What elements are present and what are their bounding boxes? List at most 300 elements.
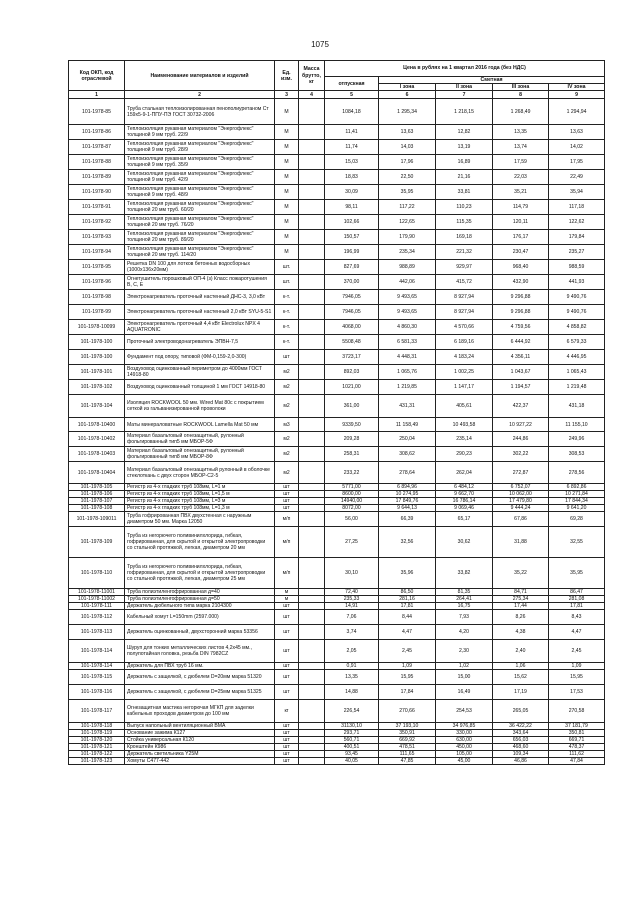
mass-cell xyxy=(299,723,325,730)
code-cell: 101-1978-87 xyxy=(69,140,125,155)
table-row xyxy=(69,625,605,640)
zone-4-price-cell: 22,49 xyxy=(549,170,605,185)
name-cell: Основание зажима К127 xyxy=(125,730,275,737)
zone-1-price-cell: 10 274,95 xyxy=(379,491,436,498)
zone-2-price-cell: 33,81 xyxy=(436,185,493,200)
table-row xyxy=(69,350,605,365)
name-cell: Маты минераловатные ROCKWOOL Lamella Mat 50 мм xyxy=(125,418,275,432)
release-price-cell: 3723,17 xyxy=(325,350,379,365)
unit-cell: шт xyxy=(275,484,299,491)
mass-cell xyxy=(299,350,325,365)
unit-cell: М xyxy=(275,125,299,140)
zone-3-price-cell: 4 356,11 xyxy=(493,350,549,365)
table-row xyxy=(69,527,605,558)
zone-4-price-cell: 431,18 xyxy=(549,395,605,418)
zone-1-price-cell: 278,64 xyxy=(379,462,436,484)
unit-cell: шт xyxy=(275,505,299,512)
name-cell: Воздуховод оцинкованный толщиной 1 мм ГОСТ 14918-80 xyxy=(125,380,275,395)
release-price-cell: 7946,05 xyxy=(325,305,379,320)
name-cell: Регистр из 4-х гладких труб 108мм, L=1,3 м xyxy=(125,505,275,512)
zone-4-price-cell: 278,56 xyxy=(549,462,605,484)
unit-cell: м2 xyxy=(275,395,299,418)
zone-3-price-cell: 4,38 xyxy=(493,625,549,640)
zone-2-price-cell: 6 484,12 xyxy=(436,484,493,491)
zone-4-price-cell: 17,81 xyxy=(549,603,605,610)
name-cell: Огнезащитная мастика негорючая МГКП для заделки кабельных проходов диаметром до 100 мм xyxy=(125,700,275,723)
page-number: 1075 xyxy=(311,40,329,49)
zone-1-price-cell: 1 219,85 xyxy=(379,380,436,395)
release-price-cell: 150,57 xyxy=(325,230,379,245)
zone-2-price-cell: 16,75 xyxy=(436,603,493,610)
unit-cell: шт xyxy=(275,640,299,663)
code-cell: 101-1978-122 xyxy=(69,751,125,758)
zone-3-price-cell: 13,74 xyxy=(493,140,549,155)
code-cell: 101-1978-118 xyxy=(69,723,125,730)
header-price-group: Цена в рублях на 1 квартал 2016 года (без НДС) xyxy=(325,61,605,77)
code-cell: 101-1978-108 xyxy=(69,505,125,512)
name-cell: Держатель оцинкованный, двухсторонний марка 53356 xyxy=(125,625,275,640)
zone-3-price-cell: 35,21 xyxy=(493,185,549,200)
zone-3-price-cell: 109,34 xyxy=(493,751,549,758)
zone-1-price-cell: 1 065,76 xyxy=(379,365,436,380)
table-row xyxy=(69,663,605,670)
code-cell: 101-1978-110 xyxy=(69,558,125,589)
name-cell: Теплоизоляция рукавная материалом "Энергофлекс" толщиной 20 мм труб. 114/20 xyxy=(125,245,275,260)
unit-cell: шт xyxy=(275,670,299,685)
unit-cell: м3 xyxy=(275,418,299,432)
zone-3-price-cell: 1 043,67 xyxy=(493,365,549,380)
zone-4-price-cell: 988,59 xyxy=(549,260,605,275)
zone-1-price-cell: 8,44 xyxy=(379,610,436,625)
code-cell: 101-1978-101 xyxy=(69,365,125,380)
zone-4-price-cell: 249,96 xyxy=(549,432,605,447)
zone-1-price-cell: 86,50 xyxy=(379,589,436,596)
release-price-cell: 30,10 xyxy=(325,558,379,589)
code-cell: 101-1978-10404 xyxy=(69,462,125,484)
name-cell: Материал базальтовый огнезащитный, рулонный фольгированный тип5 мм МБОР-5Ф xyxy=(125,432,275,447)
zone-2-price-cell: 110,23 xyxy=(436,200,493,215)
zone-1-price-cell: 350,91 xyxy=(379,730,436,737)
zone-1-price-cell: 22,50 xyxy=(379,170,436,185)
unit-cell: шт xyxy=(275,603,299,610)
table-row xyxy=(69,512,605,527)
zone-3-price-cell: 22,03 xyxy=(493,170,549,185)
zone-1-price-cell: 4 860,30 xyxy=(379,320,436,335)
zone-2-price-cell: 405,61 xyxy=(436,395,493,418)
zone-4-price-cell: 17 844,34 xyxy=(549,498,605,505)
code-cell: 101-1978-95 xyxy=(69,260,125,275)
zone-3-price-cell: 656,03 xyxy=(493,737,549,744)
col-index: 9 xyxy=(549,91,605,99)
zone-4-price-cell: 86,47 xyxy=(549,589,605,596)
code-cell: 101-1978-113 xyxy=(69,625,125,640)
zone-4-price-cell: 281,08 xyxy=(549,596,605,603)
zone-4-price-cell: 4 446,95 xyxy=(549,350,605,365)
table-row xyxy=(69,589,605,596)
table-row xyxy=(69,670,605,685)
zone-3-price-cell: 67,86 xyxy=(493,512,549,527)
zone-4-price-cell: 117,18 xyxy=(549,200,605,215)
zone-2-price-cell: 9 069,46 xyxy=(436,505,493,512)
col-index: 1 xyxy=(69,91,125,99)
release-price-cell: 18,83 xyxy=(325,170,379,185)
zone-1-price-cell: 6 581,33 xyxy=(379,335,436,350)
table-row xyxy=(69,418,605,432)
unit-cell: шт xyxy=(275,498,299,505)
mass-cell xyxy=(299,395,325,418)
zone-2-price-cell: 262,04 xyxy=(436,462,493,484)
zone-2-price-cell: 16,49 xyxy=(436,685,493,700)
release-price-cell: 4068,00 xyxy=(325,320,379,335)
mass-cell xyxy=(299,275,325,290)
zone-2-price-cell: 4 183,24 xyxy=(436,350,493,365)
code-cell: 101-1978-106 xyxy=(69,491,125,498)
zone-1-price-cell: 4 448,31 xyxy=(379,350,436,365)
release-price-cell: 361,00 xyxy=(325,395,379,418)
zone-2-price-cell: 221,32 xyxy=(436,245,493,260)
zone-4-price-cell: 235,27 xyxy=(549,245,605,260)
zone-4-price-cell: 35,95 xyxy=(549,558,605,589)
release-price-cell: 370,00 xyxy=(325,275,379,290)
release-price-cell: 1084,18 xyxy=(325,99,379,125)
header-unit: Ед. изм. xyxy=(275,61,299,91)
zone-1-price-cell: 308,62 xyxy=(379,447,436,462)
release-price-cell: 8072,00 xyxy=(325,505,379,512)
unit-cell: к-т. xyxy=(275,305,299,320)
col-index: 7 xyxy=(436,91,493,99)
table-row xyxy=(69,290,605,305)
header-zone-3: III зона xyxy=(493,84,549,91)
release-price-cell: 9339,50 xyxy=(325,418,379,432)
zone-4-price-cell: 478,37 xyxy=(549,744,605,751)
zone-2-price-cell: 13,19 xyxy=(436,140,493,155)
mass-cell xyxy=(299,751,325,758)
release-price-cell: 15,03 xyxy=(325,155,379,170)
unit-cell: М xyxy=(275,200,299,215)
zone-3-price-cell: 468,60 xyxy=(493,744,549,751)
release-price-cell: 196,99 xyxy=(325,245,379,260)
name-cell: Труба стальная теплоизолированная пенополиуретаном Ст 159х5-9-1-ППУ-ПЭ ГОСТ 30732-2006 xyxy=(125,99,275,125)
zone-2-price-cell: 8 927,94 xyxy=(436,305,493,320)
code-cell: 101-1978-114 xyxy=(69,640,125,663)
table-row xyxy=(69,200,605,215)
mass-cell xyxy=(299,215,325,230)
release-price-cell: 30,09 xyxy=(325,185,379,200)
code-cell: 101-1978-123 xyxy=(69,758,125,765)
name-cell: Теплоизоляция рукавная материалом "Энергофлекс" толщиной 20 мм труб. 60/20 xyxy=(125,200,275,215)
zone-3-price-cell: 432,90 xyxy=(493,275,549,290)
zone-3-price-cell: 10 927,22 xyxy=(493,418,549,432)
release-price-cell: 209,28 xyxy=(325,432,379,447)
code-cell: 101-1978-10402 xyxy=(69,432,125,447)
code-cell: 101-1978-94 xyxy=(69,245,125,260)
table-row xyxy=(69,125,605,140)
table-row xyxy=(69,640,605,663)
release-price-cell: 14,91 xyxy=(325,603,379,610)
col-index: 5 xyxy=(325,91,379,99)
unit-cell: шт. xyxy=(275,260,299,275)
zone-3-price-cell: 6 444,92 xyxy=(493,335,549,350)
release-price-cell: 293,71 xyxy=(325,730,379,737)
table-row xyxy=(69,737,605,744)
unit-cell: шт xyxy=(275,610,299,625)
table-row xyxy=(69,685,605,700)
unit-cell: шт xyxy=(275,350,299,365)
zone-4-price-cell: 35,94 xyxy=(549,185,605,200)
zone-4-price-cell: 9 641,20 xyxy=(549,505,605,512)
name-cell: Изоляция ROCKWOOL 50 мм. Wired Mat 80с с покрытием сеткой из гальванизированной проволоки xyxy=(125,395,275,418)
zone-3-price-cell: 13,35 xyxy=(493,125,549,140)
release-price-cell: 400,51 xyxy=(325,744,379,751)
zone-2-price-cell: 1 147,17 xyxy=(436,380,493,395)
zone-4-price-cell: 1,09 xyxy=(549,663,605,670)
zone-1-price-cell: 47,85 xyxy=(379,758,436,765)
unit-cell: М xyxy=(275,230,299,245)
zone-4-price-cell: 270,58 xyxy=(549,700,605,723)
mass-cell xyxy=(299,447,325,462)
zone-1-price-cell: 111,65 xyxy=(379,751,436,758)
mass-cell xyxy=(299,589,325,596)
table-row xyxy=(69,245,605,260)
zone-2-price-cell: 45,00 xyxy=(436,758,493,765)
mass-cell xyxy=(299,99,325,125)
mass-cell xyxy=(299,744,325,751)
unit-cell: м2 xyxy=(275,380,299,395)
release-price-cell: 98,11 xyxy=(325,200,379,215)
zone-3-price-cell: 6 752,07 xyxy=(493,484,549,491)
name-cell: Держатель с защелкой, с дюбелем D=20мм марка 51320 xyxy=(125,670,275,685)
code-cell: 101-1978-99 xyxy=(69,305,125,320)
release-price-cell: 1021,00 xyxy=(325,380,379,395)
zone-2-price-cell: 1,02 xyxy=(436,663,493,670)
zone-3-price-cell: 17 479,80 xyxy=(493,498,549,505)
table-row xyxy=(69,730,605,737)
unit-cell: М xyxy=(275,245,299,260)
zone-2-price-cell: 330,00 xyxy=(436,730,493,737)
mass-cell xyxy=(299,320,325,335)
zone-2-price-cell: 30,62 xyxy=(436,527,493,558)
name-cell: Выпуск напольный вентиляционный ВМА xyxy=(125,723,275,730)
name-cell: Теплоизоляция рукавная материалом "Энергофлекс" толщиной 9 мм труб. 42/9 xyxy=(125,170,275,185)
code-cell: 101-1978-11001 xyxy=(69,589,125,596)
unit-cell: к-т. xyxy=(275,335,299,350)
name-cell: Труба гофрированная ПВХ двухстенная с наружным диаметром 50 мм. Марка 12050 xyxy=(125,512,275,527)
mass-cell xyxy=(299,462,325,484)
table-row xyxy=(69,723,605,730)
name-cell: Электронагреватель проточный настенный 2,0 кВт SYU-5-S1 xyxy=(125,305,275,320)
zone-2-price-cell: 290,23 xyxy=(436,447,493,462)
table-row xyxy=(69,751,605,758)
zone-4-price-cell: 4 858,82 xyxy=(549,320,605,335)
zone-3-price-cell: 244,86 xyxy=(493,432,549,447)
release-price-cell: 102,66 xyxy=(325,215,379,230)
mass-cell xyxy=(299,365,325,380)
table-row xyxy=(69,395,605,418)
zone-1-price-cell: 11 158,49 xyxy=(379,418,436,432)
zone-3-price-cell: 36 422,22 xyxy=(493,723,549,730)
name-cell: Решетка DN 100 для лотков бетонных водосборных (1000х136х20мм) xyxy=(125,260,275,275)
mass-cell xyxy=(299,155,325,170)
zone-3-price-cell: 46,86 xyxy=(493,758,549,765)
zone-2-price-cell: 169,18 xyxy=(436,230,493,245)
code-cell: 101-1978-100 xyxy=(69,335,125,350)
zone-3-price-cell: 120,11 xyxy=(493,215,549,230)
unit-cell: М xyxy=(275,170,299,185)
zone-2-price-cell: 7,93 xyxy=(436,610,493,625)
release-price-cell: 11,41 xyxy=(325,125,379,140)
code-cell: 101-1978-10403 xyxy=(69,447,125,462)
release-price-cell: 3,74 xyxy=(325,625,379,640)
mass-cell xyxy=(299,640,325,663)
release-price-cell: 8600,00 xyxy=(325,491,379,498)
zone-4-price-cell: 8,43 xyxy=(549,610,605,625)
zone-3-price-cell: 84,71 xyxy=(493,589,549,596)
zone-1-price-cell: 15,95 xyxy=(379,670,436,685)
unit-cell: м xyxy=(275,596,299,603)
name-cell: Теплоизоляция рукавная материалом "Энергофлекс" толщиной 20 мм труб. 76/20 xyxy=(125,215,275,230)
mass-cell xyxy=(299,603,325,610)
zone-1-price-cell: 66,39 xyxy=(379,512,436,527)
unit-cell: шт xyxy=(275,491,299,498)
zone-4-price-cell: 13,63 xyxy=(549,125,605,140)
name-cell: Стойка универсальная К120 xyxy=(125,737,275,744)
unit-cell: М xyxy=(275,215,299,230)
unit-cell: шт xyxy=(275,737,299,744)
header-zone-4: IV зона xyxy=(549,84,605,91)
zone-3-price-cell: 230,47 xyxy=(493,245,549,260)
table-row xyxy=(69,260,605,275)
zone-4-price-cell: 37 181,79 xyxy=(549,723,605,730)
name-cell: Труба из негорючего поливинилхлорида, гибкая, гофрированная, для скрытой и открытой электропроводки со стальной протяжкой, легкая, диаметром 25 мм xyxy=(125,558,275,589)
zone-4-price-cell: 11 155,10 xyxy=(549,418,605,432)
mass-cell xyxy=(299,170,325,185)
zone-2-price-cell: 16,89 xyxy=(436,155,493,170)
table-row xyxy=(69,365,605,380)
table-row xyxy=(69,140,605,155)
zone-4-price-cell: 1 065,43 xyxy=(549,365,605,380)
code-cell: 101-1978-120 xyxy=(69,737,125,744)
name-cell: Электронагреватель проточный 4,4 кВт Electrolux NPX 4 AQUATRONIC xyxy=(125,320,275,335)
code-cell: 101-1978-93 xyxy=(69,230,125,245)
release-price-cell: 7946,05 xyxy=(325,290,379,305)
name-cell: Теплоизоляция рукавная материалом "Энергофлекс" толщиной 9 мм труб. 28/9 xyxy=(125,140,275,155)
zone-1-price-cell: 17,96 xyxy=(379,155,436,170)
release-price-cell: 7,06 xyxy=(325,610,379,625)
zone-1-price-cell: 17 849,76 xyxy=(379,498,436,505)
release-price-cell: 235,33 xyxy=(325,596,379,603)
zone-4-price-cell: 179,84 xyxy=(549,230,605,245)
zone-3-price-cell: 9 444,24 xyxy=(493,505,549,512)
name-cell: Теплоизоляция рукавная материалом "Энергофлекс" толщиной 9 мм труб. 35/9 xyxy=(125,155,275,170)
col-index: 2 xyxy=(125,91,275,99)
name-cell: Держатель с защелкой, с дюбелем D=25мм марка 51325 xyxy=(125,685,275,700)
mass-cell xyxy=(299,758,325,765)
unit-cell: шт xyxy=(275,744,299,751)
release-price-cell: 72,40 xyxy=(325,589,379,596)
zone-3-price-cell: 302,22 xyxy=(493,447,549,462)
name-cell: Проточный электроводонагреватель ЭПВН-7,5 xyxy=(125,335,275,350)
mass-cell xyxy=(299,700,325,723)
name-cell: Труба полиэтиленгофрированная д=50 xyxy=(125,596,275,603)
release-price-cell: 827,69 xyxy=(325,260,379,275)
mass-cell xyxy=(299,305,325,320)
zone-2-price-cell: 2,30 xyxy=(436,640,493,663)
mass-cell xyxy=(299,200,325,215)
code-cell: 101-1978-107 xyxy=(69,498,125,505)
zone-4-price-cell: 111,62 xyxy=(549,751,605,758)
name-cell: Фундамент под опору, типовой (ФМ-0,159-2,0-300) xyxy=(125,350,275,365)
unit-cell: м/п xyxy=(275,527,299,558)
table-row xyxy=(69,305,605,320)
mass-cell xyxy=(299,505,325,512)
name-cell: Хомуты С477-442 xyxy=(125,758,275,765)
table-row xyxy=(69,447,605,462)
table-row xyxy=(69,215,605,230)
unit-cell: шт xyxy=(275,685,299,700)
zone-4-price-cell: 69,28 xyxy=(549,512,605,527)
release-price-cell: 560,71 xyxy=(325,737,379,744)
zone-3-price-cell: 1,06 xyxy=(493,663,549,670)
zone-2-price-cell: 6 189,16 xyxy=(436,335,493,350)
zone-1-price-cell: 669,92 xyxy=(379,737,436,744)
table-row xyxy=(69,700,605,723)
unit-cell: шт xyxy=(275,723,299,730)
table-row xyxy=(69,603,605,610)
zone-4-price-cell: 6 892,86 xyxy=(549,484,605,491)
table-row xyxy=(69,758,605,765)
zone-3-price-cell: 9 296,88 xyxy=(493,305,549,320)
zone-3-price-cell: 9 296,88 xyxy=(493,290,549,305)
zone-1-price-cell: 17,81 xyxy=(379,603,436,610)
unit-cell: к-т. xyxy=(275,290,299,305)
code-cell: 101-1978-88 xyxy=(69,155,125,170)
zone-2-price-cell: 4,20 xyxy=(436,625,493,640)
code-cell: 101-1978-121 xyxy=(69,744,125,751)
unit-cell: шт xyxy=(275,730,299,737)
release-price-cell: 56,00 xyxy=(325,512,379,527)
zone-2-price-cell: 1 002,25 xyxy=(436,365,493,380)
code-cell: 101-1978-85 xyxy=(69,99,125,125)
release-price-cell: 31130,10 xyxy=(325,723,379,730)
zone-3-price-cell: 176,17 xyxy=(493,230,549,245)
mass-cell xyxy=(299,491,325,498)
name-cell: Регистр из 4-х гладких труб 108мм, L=3 м xyxy=(125,498,275,505)
zone-4-price-cell: 10 271,84 xyxy=(549,491,605,498)
zone-1-price-cell: 35,95 xyxy=(379,185,436,200)
release-price-cell: 892,03 xyxy=(325,365,379,380)
zone-3-price-cell: 35,22 xyxy=(493,558,549,589)
release-price-cell: 5508,48 xyxy=(325,335,379,350)
release-price-cell: 14,88 xyxy=(325,685,379,700)
code-cell: 101-1978-119 xyxy=(69,730,125,737)
unit-cell: М xyxy=(275,185,299,200)
zone-4-price-cell: 15,95 xyxy=(549,670,605,685)
unit-cell: м/п xyxy=(275,558,299,589)
table-row xyxy=(69,432,605,447)
zone-3-price-cell: 114,79 xyxy=(493,200,549,215)
zone-1-price-cell: 250,04 xyxy=(379,432,436,447)
zone-4-price-cell: 9 490,76 xyxy=(549,290,605,305)
zone-2-price-cell: 9 662,70 xyxy=(436,491,493,498)
zone-3-price-cell: 15,62 xyxy=(493,670,549,685)
code-cell: 101-1978-96 xyxy=(69,275,125,290)
zone-2-price-cell: 10 493,58 xyxy=(436,418,493,432)
zone-1-price-cell: 117,22 xyxy=(379,200,436,215)
zone-1-price-cell: 17,84 xyxy=(379,685,436,700)
release-price-cell: 27,25 xyxy=(325,527,379,558)
table-row xyxy=(69,380,605,395)
zone-4-price-cell: 4,47 xyxy=(549,625,605,640)
